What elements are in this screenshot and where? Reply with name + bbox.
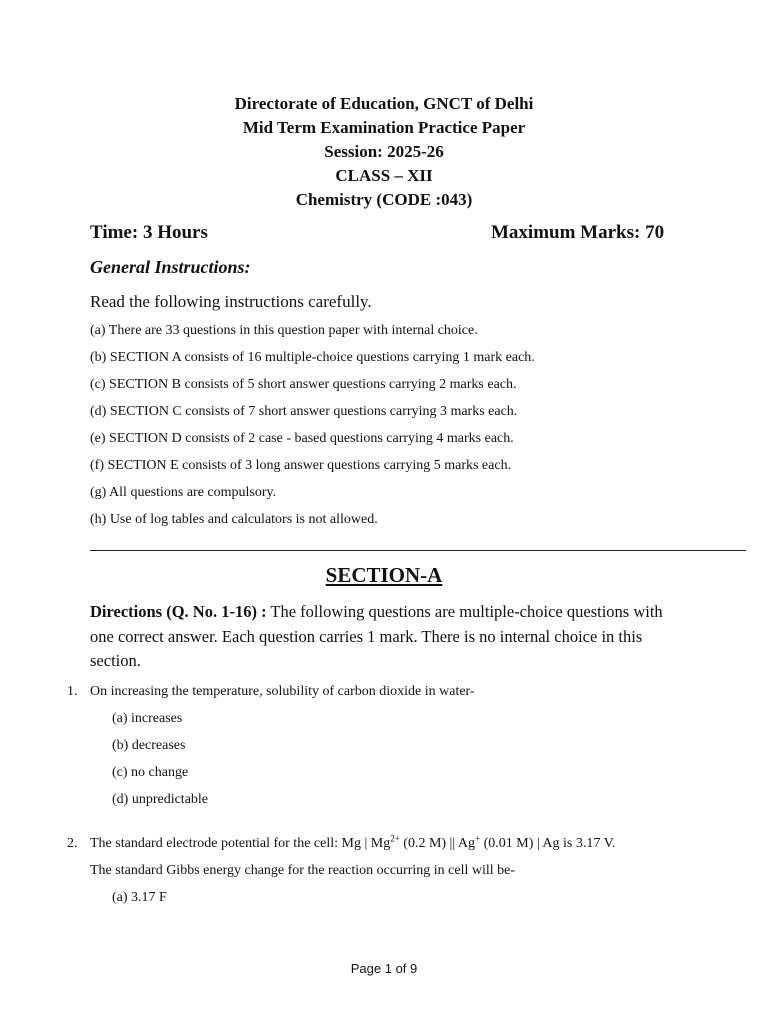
- instruction-item: (h) Use of log tables and calculators is not allowed.: [90, 512, 378, 527]
- section-title: SECTION-A: [325, 563, 443, 587]
- instruction-item: (d) SECTION C consists of 7 short answer questions carrying 3 marks each.: [90, 404, 518, 419]
- directions-text: The following questions are multiple-choice questions with one correct answer. Each question carries 1 mark. There is no internal choice in this section.: [90, 602, 663, 670]
- directions-label: Directions (Q. No. 1-16) :: [90, 602, 267, 621]
- page-number: Page 1 of 9: [350, 961, 418, 976]
- instructions-intro: Read the following instructions carefully.: [90, 292, 372, 311]
- question-text-part: (0.01 M) | Ag is 3.17 V.: [480, 836, 616, 851]
- instruction-item: (f) SECTION E consists of 3 long answer questions carrying 5 marks each.: [90, 458, 512, 473]
- question-number: 2.: [67, 836, 78, 851]
- header-directorate: Directorate of Education, GNCT of Delhi: [234, 94, 534, 113]
- instruction-item: (g) All questions are compulsory.: [90, 485, 277, 500]
- question-text-line2: The standard Gibbs energy change for the reaction occurring in cell will be-: [90, 863, 516, 878]
- instruction-item: (c) SECTION B consists of 5 short answer questions carrying 2 marks each.: [90, 377, 517, 392]
- question-number: 1.: [67, 684, 78, 699]
- instruction-item: (a) There are 33 questions in this question paper with internal choice.: [90, 323, 478, 338]
- option-d: (d) unpredictable: [112, 792, 209, 807]
- superscript: 2+: [390, 833, 400, 844]
- instruction-item: (e) SECTION D consists of 2 case - based questions carrying 4 marks each.: [90, 431, 514, 446]
- section-directions: [90, 600, 690, 674]
- superscript: +: [475, 833, 481, 844]
- time-allowed: Time: 3 Hours: [90, 222, 208, 243]
- section-divider: [90, 550, 746, 551]
- maximum-marks: Maximum Marks: 70: [491, 222, 665, 243]
- instructions-heading: General Instructions:: [90, 257, 251, 277]
- option-a: (a) increases: [112, 711, 183, 726]
- option-a: (a) 3.17 F: [112, 890, 167, 905]
- question-text-part: The standard electrode potential for the cell: Mg | Mg: [90, 836, 391, 851]
- header-subject: Chemistry (CODE :043): [295, 190, 473, 209]
- instruction-item: (b) SECTION A consists of 16 multiple-choice questions carrying 1 mark each.: [90, 350, 535, 365]
- header-session: Session: 2025-26: [324, 142, 444, 161]
- header-exam-title: Mid Term Examination Practice Paper: [242, 118, 526, 137]
- question-text-part: (0.2 M) || Ag: [399, 836, 475, 851]
- option-c: (c) no change: [112, 765, 189, 780]
- question-text: On increasing the temperature, solubility of carbon dioxide in water-: [90, 684, 475, 699]
- option-b: (b) decreases: [112, 738, 186, 753]
- question-text: [90, 833, 616, 852]
- header-class: CLASS – XII: [335, 166, 433, 185]
